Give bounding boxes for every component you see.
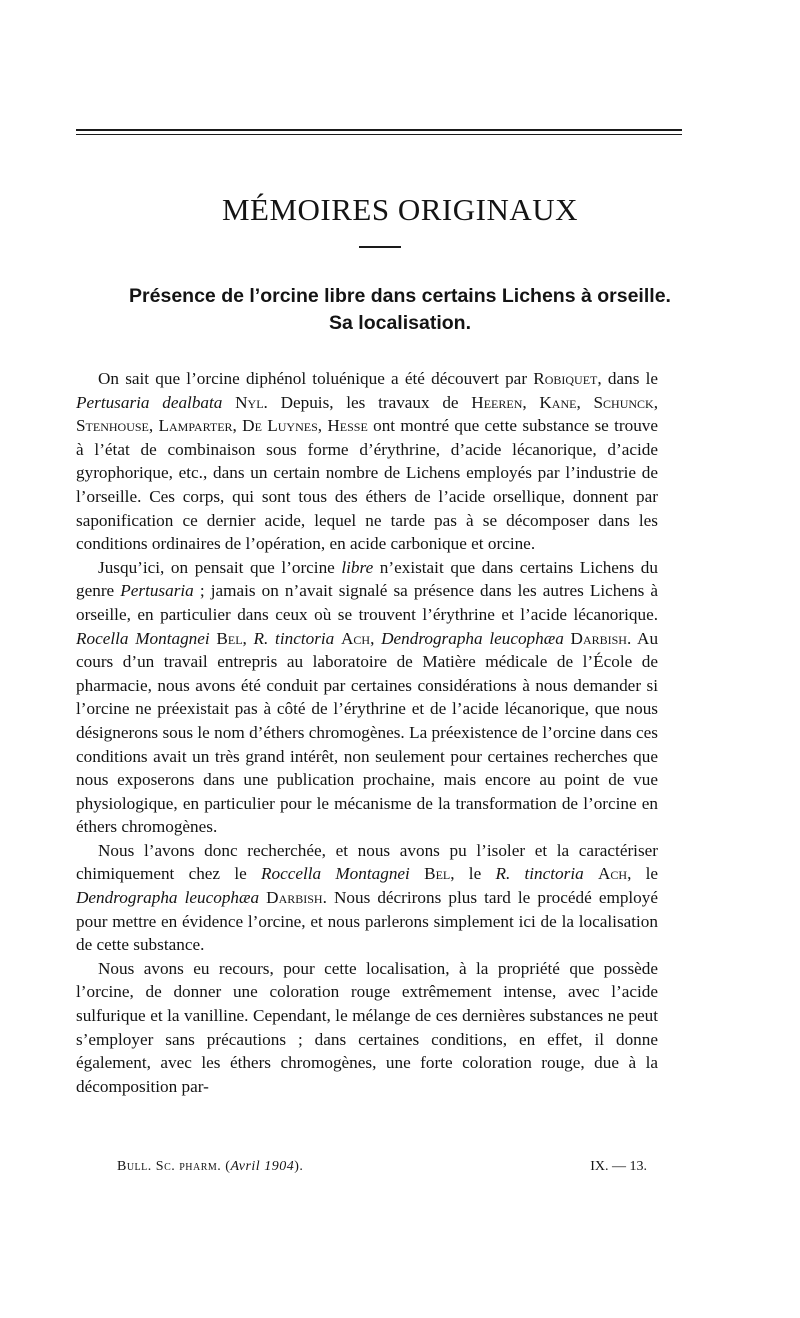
author-name: Bel [424, 864, 451, 884]
italic-term: Pertusaria dealbata [76, 392, 223, 412]
section-title: MÉMOIRES ORIGINAUX [221, 192, 579, 227]
article-title [60, 283, 740, 337]
italic-term: Roccella Montagnei [260, 864, 410, 884]
article-title-line-2: Sa localisation. [329, 312, 471, 334]
italic-term: Rocella Montagnei [76, 628, 210, 648]
journal-date: Avril 1904 [230, 1159, 295, 1174]
author-name: Ach [340, 628, 371, 648]
italic-term: Pertusaria [120, 581, 194, 601]
paragraph: On sait que l’orcine diphénol toluénique a été découvert par Robiquet, dans le Pertusaria dealbata Nyl. Depuis, les travaux de Heeren, Kane, Schunck, Stenhouse, Lamparter, De Luynes, Hesse ont montré que cette substance se trouve à l’état de combinaison sous forme d’érythrine, d’acide lécanorique, d’acide gyrophorique, etc., dans un certain nombre de Lichens employés par l’industrie de l’orseille. Ces corps, qui sont tous des éthers de l’acide orsellique, donnent par saponification ce dernier acide, lequel ne tarde pas à se décomposer dans les conditions ordinaires de l’opération, en acide carbonique et orcine. [76, 369, 659, 554]
author-name: Schunck [593, 392, 654, 412]
italic-term: Dendrographa leucophæa [76, 888, 260, 908]
journal-reference [117, 1159, 303, 1175]
journal-prefix: Bull. Sc. pharm. ( [117, 1159, 231, 1174]
author-name: Hesse [327, 416, 368, 436]
author-name: De Luynes [242, 416, 318, 436]
author-name: Kane [539, 392, 577, 412]
italic-term: R. tinctoria [253, 628, 335, 648]
journal-suffix: ). [294, 1159, 304, 1174]
author-name: Lamparter [158, 416, 233, 436]
article-body [76, 367, 658, 1098]
author-name: Ach [597, 864, 628, 884]
paragraph: Jusqu’ici, on pensait que l’orcine libre n’existait que dans certains Lichens du genre Pertusaria ; jamais on n’avait signalé sa présence dans les autres Lichens à orseille, en particulier dans ceux où se trouvent l’érythrine et l’acide lécanorique. Rocella Montagnei Bel, R. tinctoria Ach, Dendrographa leucophæa Darbish. Au cours d’un travail entrepris au laboratoire de Matière médicale de l’École de pharmacie, nous avons été conduit par certaines considérations à nous demander si l’orcine ne préexistait pas à côté de l’érythrine et de l’acide lécanorique, que nous désignerons sous le nom d’éthers chromogènes. La préexistence de l’orcine dans ces conditions avait un très grand intérêt, non seulement pour certaines recherches que nous exposerons dans une publication prochaine, mais encore au point de vue physiologique, en particulier pour le mécanisme de la transformation de l’orcine en éthers chromogènes. [76, 557, 659, 837]
article-title-line-1: Présence de l’orcine libre dans certains Lichens à orseille. [129, 285, 671, 307]
paragraph: Nous avons eu recours, pour cette localisation, à la propriété que possède l’orcine, de donner une coloration rouge extrêmement intense, avec l’acide sulfurique et la vanilline. Cependant, le mélange de ces dernières substances ne peut s’employer sans précautions ; dans certaines conditions, en effet, il donne également, avec les éthers chromogènes, une forte coloration rouge, due à la décomposition par- [76, 958, 658, 1096]
title-divider [359, 246, 401, 248]
author-name: Heeren [471, 392, 523, 412]
top-rule-thin [76, 134, 682, 135]
author-name: Darbish [266, 888, 323, 908]
author-name: Bel [216, 628, 243, 648]
author-name: Nyl [235, 392, 264, 412]
page-number: IX. — 13. [590, 1159, 647, 1174]
page-footer [117, 1159, 647, 1175]
italic-term: libre [341, 557, 374, 577]
italic-term: R. tinctoria [495, 864, 584, 884]
paragraph: Nous l’avons donc recherchée, et nous avons pu l’isoler et la caractériser chimiquement chez le Roccella Montagnei Bel, le R. tinctoria Ach, le Dendrographa leucophæa Darbish. Nous décrirons plus tard le procédé employé pour mettre en évidence l’orcine, et nous parlerons simplement ici de la localisation de cette substance. [76, 840, 659, 955]
author-name: Stenhouse [76, 416, 149, 436]
author-name: Darbish [570, 628, 627, 648]
italic-term: Dendrographa leucophæa [381, 628, 564, 648]
top-rule [76, 129, 682, 131]
author-name: Robiquet [533, 369, 598, 388]
